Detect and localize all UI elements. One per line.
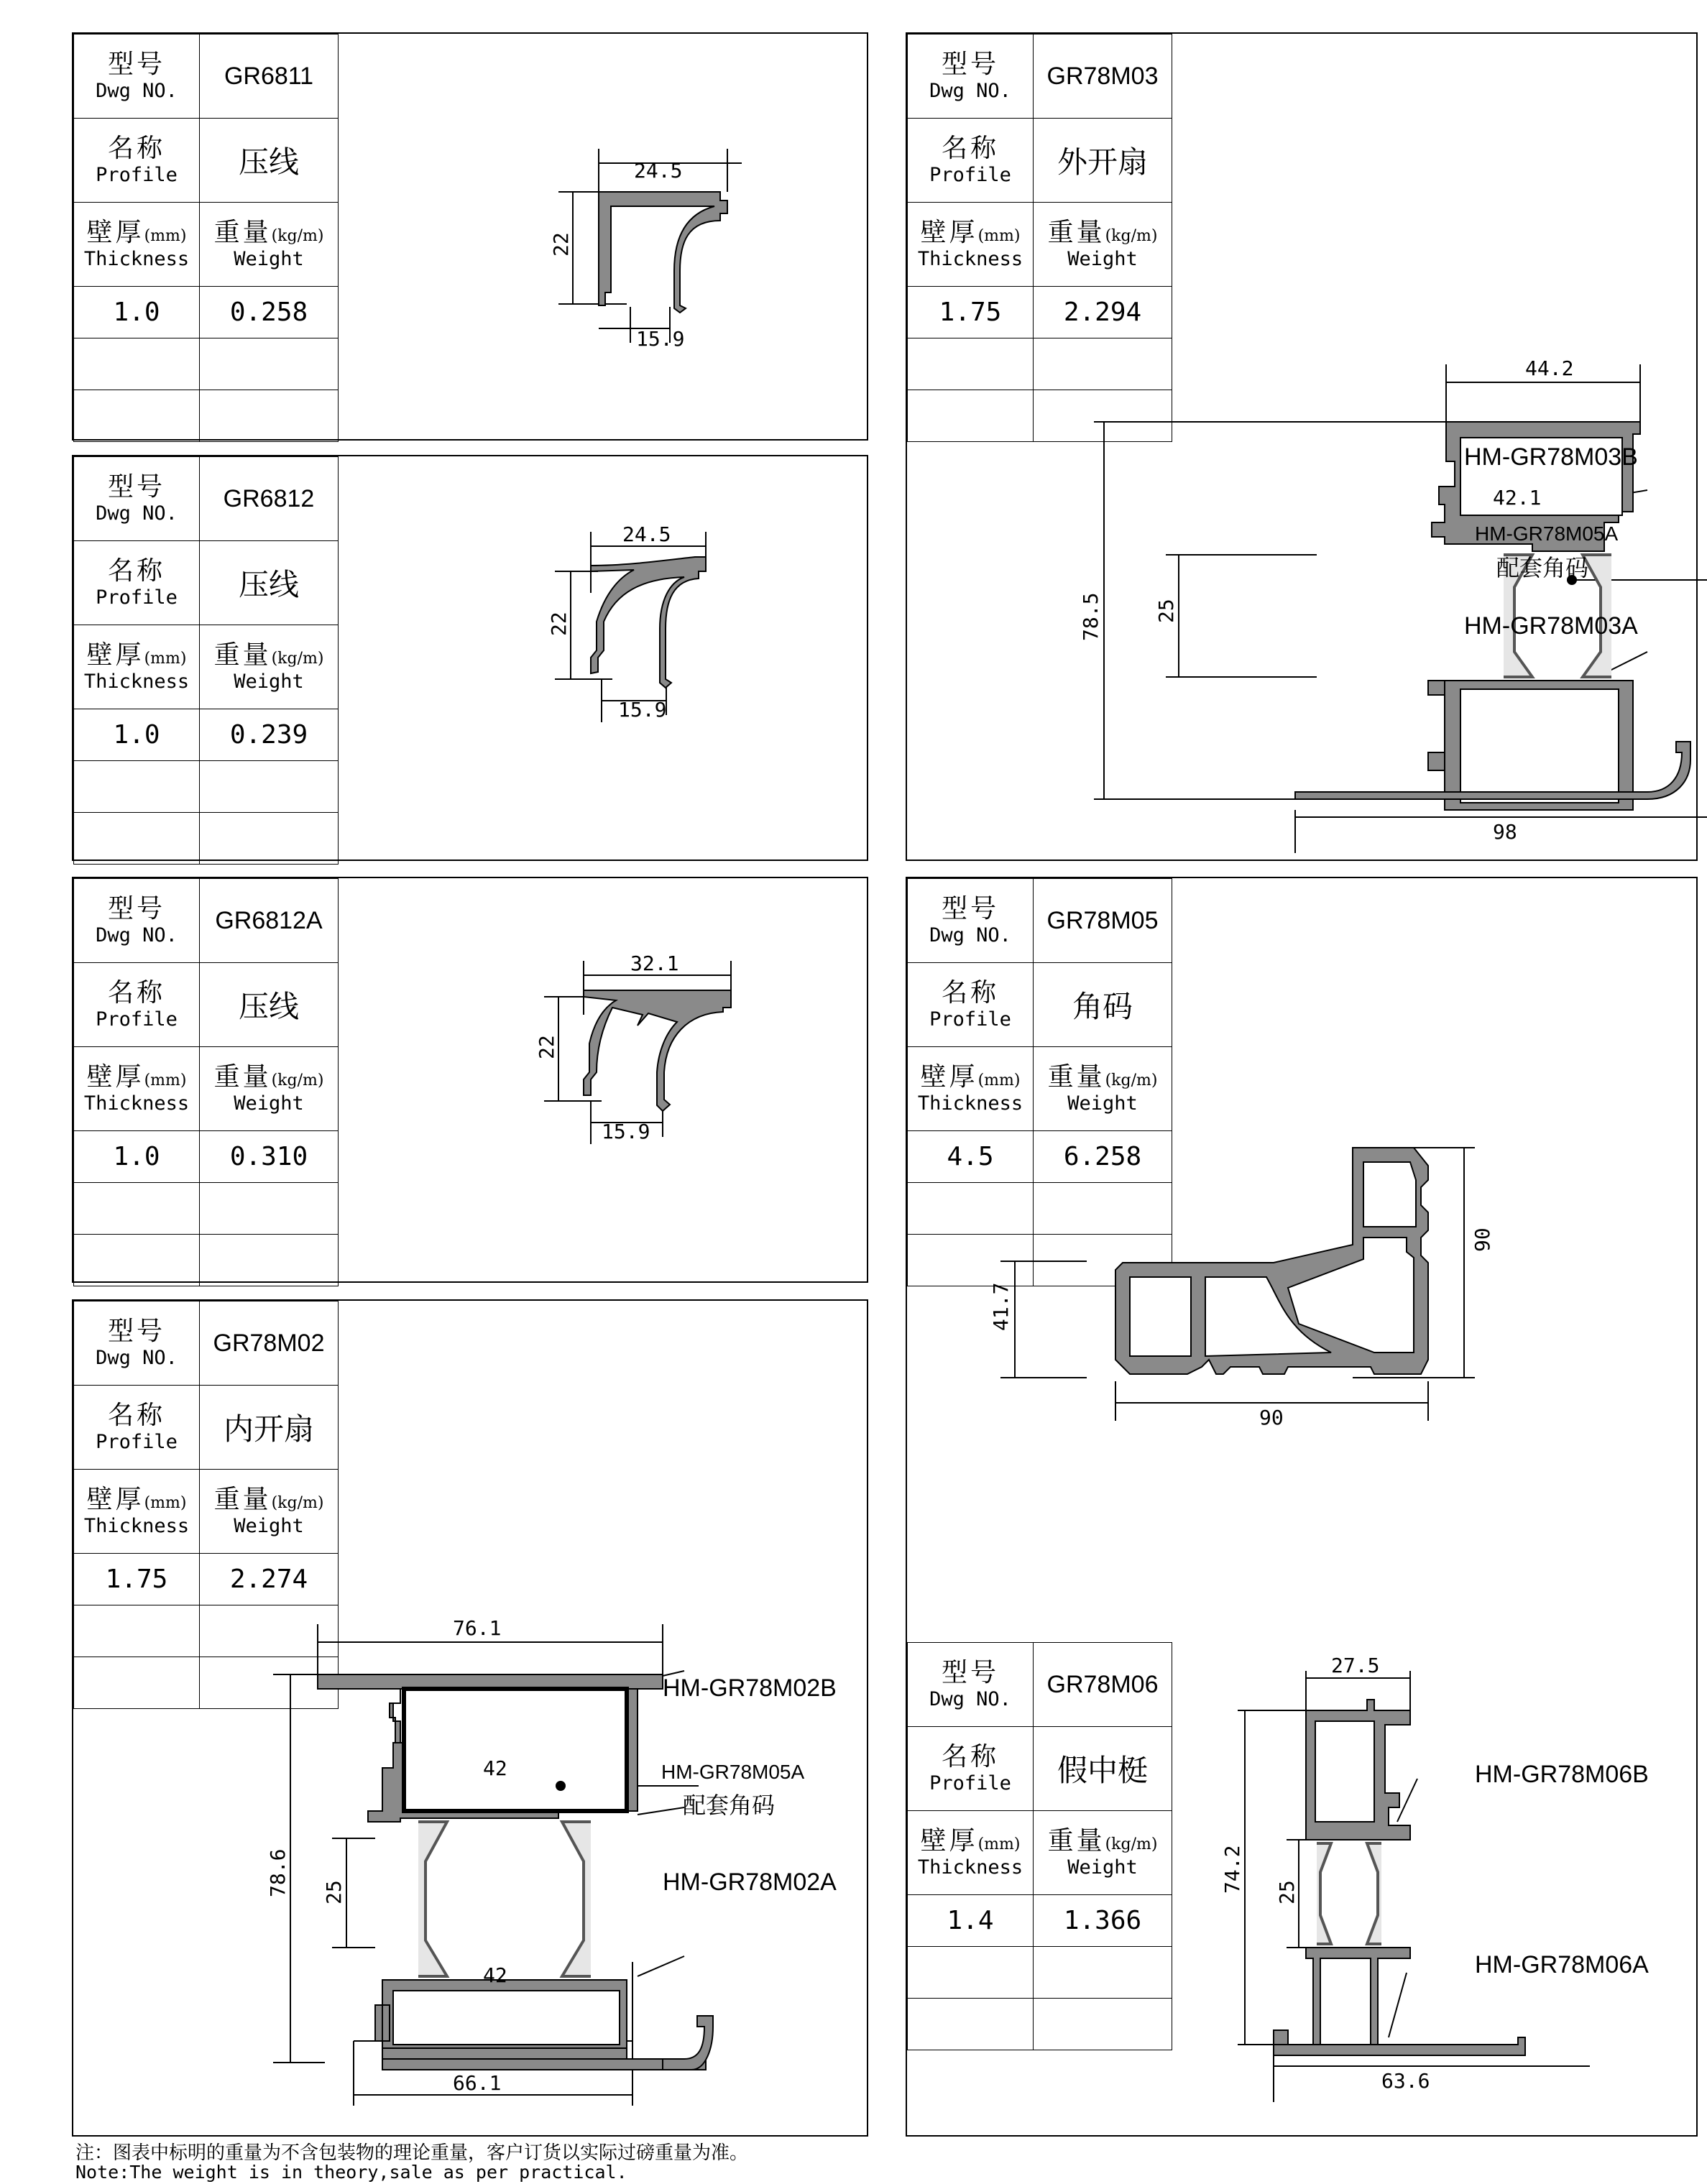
model-label-en: Dwg NO. (96, 1347, 178, 1369)
dwg-number: GR78M06 (1034, 1643, 1172, 1727)
thickness-label-cn: 壁厚 (920, 218, 978, 247)
weight-value: 0.239 (200, 709, 339, 761)
model-label-en: Dwg NO. (96, 924, 178, 946)
model-label-cn: 型号 (941, 50, 999, 79)
dwg-number: GR6812A (200, 879, 339, 963)
model-label-en: Dwg NO. (929, 924, 1011, 946)
profile-thermal-break (418, 1822, 591, 1976)
model-label-en: Dwg NO. (929, 80, 1011, 102)
weight-label-en: Weight (1067, 1856, 1138, 1879)
weight-unit: (kg/m) (1105, 1072, 1158, 1089)
dim-height: 22 (547, 612, 571, 636)
profile-drawing-gr78m05 (989, 1137, 1604, 1568)
model-label-cell (74, 1301, 200, 1386)
model-label-cell (74, 457, 200, 541)
model-label-cell (74, 34, 200, 119)
corner-block-cell (1130, 1277, 1191, 1356)
profile-label-cell (908, 119, 1034, 203)
panel-gr6812 (72, 455, 868, 861)
dim-width: 24.5 (622, 522, 671, 546)
thickness-value: 1.75 (908, 287, 1034, 338)
panel-gr78m02 (72, 1299, 868, 2137)
spec-table (73, 34, 339, 442)
weight-label-en: Weight (1067, 1092, 1138, 1115)
empty-cell (74, 813, 200, 865)
dim-bottom: 66.1 (453, 2071, 502, 2095)
dim-width: 24.5 (634, 159, 683, 183)
model-label-cn: 型号 (107, 1317, 165, 1346)
empty-cell (200, 1235, 339, 1286)
thickness-value: 1.75 (74, 1554, 200, 1605)
weight-label-en: Weight (1067, 248, 1138, 270)
model-label-en: Dwg NO. (929, 1688, 1011, 1710)
thickness-label-en: Thickness (83, 1092, 190, 1115)
profile-label-en: Profile (96, 164, 178, 186)
thickness-label-cell (908, 1811, 1034, 1895)
thickness-unit: (mm) (144, 227, 187, 245)
profile-label-en: Profile (929, 164, 1011, 186)
panel-gr78m03 (906, 32, 1698, 861)
profile-label-cn: 名称 (107, 978, 165, 1008)
weight-label-en: Weight (234, 1092, 304, 1115)
thickness-label-cn: 壁厚 (920, 1062, 978, 1092)
spec-table (73, 878, 339, 1286)
profile-bottom-inner (1460, 689, 1619, 803)
profile-label-cn: 名称 (941, 134, 999, 163)
profile-drawing-gr6811 (505, 120, 735, 364)
profile-label-cn: 名称 (941, 1742, 999, 1771)
profile-label-en: Profile (929, 1772, 1011, 1794)
thickness-value: 1.0 (74, 709, 200, 761)
thickness-label-cn: 壁厚 (920, 1826, 978, 1856)
model-label-en: Dwg NO. (96, 502, 178, 525)
empty-cell (74, 1605, 200, 1657)
model-label-cell (908, 1643, 1034, 1727)
dim-bottom: 15.9 (602, 1120, 650, 1143)
dim-width: 32.1 (630, 952, 679, 975)
model-label-cn: 型号 (941, 894, 999, 923)
callout-bottom: HM-GR78M06A (1475, 1951, 1649, 1978)
weight-value: 1.366 (1034, 1895, 1172, 1947)
empty-cell (74, 1657, 200, 1709)
thickness-label-en: Thickness (83, 671, 190, 693)
note-cn: 注：图表中标明的重量为不含包装物的理论重量，客户订货以实际过磅重量为准。 (75, 2142, 749, 2164)
thickness-unit: (mm) (144, 650, 187, 668)
callout-top: HM-GR78M02B (663, 1674, 837, 1702)
profile-drawing-gr6812 (490, 485, 735, 729)
dwg-number: GR6811 (200, 34, 339, 119)
thickness-label-cn: 壁厚 (86, 1062, 144, 1092)
thickness-label-cn: 壁厚 (86, 218, 144, 247)
spec-table (907, 1642, 1172, 2050)
profile-drawing-gr78m06 (1220, 1654, 1547, 2131)
profile-label-cell (74, 1386, 200, 1470)
dwg-number: GR78M05 (1034, 879, 1172, 963)
thickness-value: 1.4 (908, 1895, 1034, 1947)
weight-value: 2.274 (200, 1554, 339, 1605)
weight-label-cn: 重量 (1047, 1826, 1105, 1856)
weight-label-cn: 重量 (213, 1062, 272, 1092)
empty-cell (1034, 1999, 1172, 2050)
model-label-cn: 型号 (107, 894, 165, 923)
dim-gap: 25 (1275, 1880, 1299, 1904)
profile-name: 压线 (200, 963, 339, 1047)
weight-unit: (kg/m) (271, 1494, 324, 1512)
dim-top: 44.2 (1525, 356, 1574, 380)
model-label-cell (908, 879, 1034, 963)
dim-height: 78.6 (266, 1848, 290, 1897)
profile-name: 压线 (200, 541, 339, 625)
thickness-label-en: Thickness (83, 248, 190, 270)
profile-label-cn: 名称 (107, 1401, 165, 1430)
empty-cell (200, 761, 339, 813)
callout-corner: HM-GR78M05A (661, 1761, 805, 1783)
weight-label-cn: 重量 (213, 640, 272, 670)
dim-width: 90 (1259, 1406, 1284, 1429)
empty-cell (908, 390, 1034, 442)
thickness-value: 4.5 (908, 1131, 1034, 1183)
thickness-value: 1.0 (74, 1131, 200, 1183)
weight-unit: (kg/m) (1105, 227, 1158, 245)
profile-name: 内开扇 (200, 1386, 339, 1470)
dim-inner: 42.1 (1493, 486, 1542, 510)
weight-label-en: Weight (234, 248, 304, 270)
corner-marker (556, 1781, 566, 1791)
weight-label-cn: 重量 (213, 218, 272, 247)
profile-top-box (404, 1689, 627, 1811)
dim-gap: 25 (322, 1880, 346, 1904)
profile-label-cn: 名称 (107, 556, 165, 586)
dwg-number: GR78M02 (200, 1301, 339, 1386)
profile-label-en: Profile (96, 586, 178, 609)
model-label-en: Dwg NO. (96, 80, 178, 102)
profile-shape (599, 192, 727, 313)
empty-cell (200, 338, 339, 390)
dim-top: 27.5 (1331, 1654, 1380, 1677)
callout-top: HM-GR78M06B (1475, 1761, 1649, 1788)
profile-shape (591, 557, 706, 688)
thickness-unit: (mm) (977, 1072, 1021, 1089)
profile-thermal-break (1317, 1843, 1381, 1944)
profile-name: 外开扇 (1034, 119, 1172, 203)
thickness-unit: (mm) (977, 227, 1021, 245)
weight-label-cn: 重量 (1047, 218, 1105, 247)
empty-cell (74, 761, 200, 813)
dim-inner-top: 42 (483, 1756, 507, 1780)
dim-inner-bottom: 42 (483, 1963, 507, 1987)
thickness-unit: (mm) (977, 1835, 1021, 1853)
callout-bottom: HM-GR78M02A (663, 1869, 837, 1896)
profile-top-inner (1315, 1721, 1374, 1822)
weight-label-cell (1034, 203, 1172, 287)
dim-height: 74.2 (1220, 1845, 1244, 1894)
weight-label-cell (200, 203, 339, 287)
callout-corner: HM-GR78M05A (1475, 522, 1619, 545)
weight-value: 0.310 (200, 1131, 339, 1183)
empty-cell (908, 1999, 1034, 2050)
empty-cell (200, 390, 339, 442)
profile-base (1274, 2030, 1525, 2055)
profile-name: 角码 (1034, 963, 1172, 1047)
profile-hook (663, 2016, 713, 2070)
thickness-label-cn: 壁厚 (86, 640, 144, 670)
weight-label-cn: 重量 (213, 1485, 272, 1514)
profile-label-en: Profile (96, 1431, 178, 1453)
dwg-number: GR6812 (200, 457, 339, 541)
thickness-value: 1.0 (74, 287, 200, 338)
weight-value: 6.258 (1034, 1131, 1172, 1183)
thickness-label-cell (74, 1470, 200, 1554)
corner-block-cell (1363, 1162, 1416, 1227)
panel-gr78m06 (906, 1642, 1698, 2137)
weight-unit: (kg/m) (1105, 1835, 1158, 1853)
weight-label-cell (200, 1047, 339, 1131)
thickness-label-cell (74, 203, 200, 287)
weight-label-cell (1034, 1811, 1172, 1895)
empty-cell (1034, 1947, 1172, 1999)
profile-label-en: Profile (929, 1008, 1011, 1031)
thickness-label-cell (908, 1047, 1034, 1131)
profile-label-cn: 名称 (941, 978, 999, 1008)
empty-cell (74, 338, 200, 390)
panel-gr6811 (72, 32, 868, 441)
dim-height: 90 (1471, 1227, 1494, 1252)
dim-bottom: 15.9 (618, 698, 667, 722)
model-label-cn: 型号 (941, 1658, 999, 1687)
callout-corner-cn: 配套角码 (1496, 554, 1589, 581)
profile-drawing-gr78m03 (1079, 350, 1690, 853)
weight-value: 0.258 (200, 287, 339, 338)
callout-top: HM-GR78M03B (1464, 443, 1638, 471)
dim-bottom: 63.6 (1381, 2069, 1430, 2093)
model-label-cell (74, 879, 200, 963)
dim-bottom: 15.9 (636, 327, 685, 351)
weight-unit: (kg/m) (271, 1072, 324, 1089)
thickness-unit: (mm) (144, 1494, 187, 1512)
thickness-unit: (mm) (144, 1072, 187, 1089)
empty-cell (200, 813, 339, 865)
empty-cell (74, 1235, 200, 1286)
empty-cell (908, 1947, 1034, 1999)
panel-gr6812a (72, 877, 868, 1283)
panel-gr78m05 (906, 877, 1698, 1678)
note-en: Note:The weight is in theory,sale as per practical. (75, 2162, 627, 2183)
profile-name: 假中梃 (1034, 1727, 1172, 1811)
profile-label-cell (908, 963, 1034, 1047)
dim-bottom: 98 (1493, 820, 1517, 844)
dim-gap: 25 (1154, 599, 1178, 623)
empty-cell (908, 338, 1034, 390)
dim-height: 78.5 (1079, 592, 1103, 641)
weight-value: 2.294 (1034, 287, 1172, 338)
thickness-label-cell (74, 625, 200, 709)
thickness-label-en: Thickness (917, 248, 1023, 270)
thickness-label-cell (908, 203, 1034, 287)
weight-label-en: Weight (234, 671, 304, 693)
profile-label-en: Profile (96, 1008, 178, 1031)
model-label-cn: 型号 (107, 472, 165, 502)
profile-label-cell (74, 963, 200, 1047)
weight-label-cell (200, 625, 339, 709)
profile-drawing-gr6812a (483, 907, 756, 1151)
weight-label-en: Weight (234, 1515, 304, 1537)
thickness-label-en: Thickness (917, 1092, 1023, 1115)
dim-height: 22 (549, 232, 573, 257)
profile-label-cell (74, 119, 200, 203)
dim-top: 76.1 (453, 1616, 502, 1640)
thickness-label-en: Thickness (917, 1856, 1023, 1879)
weight-label-cell (200, 1470, 339, 1554)
thickness-label-cell (74, 1047, 200, 1131)
model-label-cn: 型号 (107, 50, 165, 79)
model-label-cell (908, 34, 1034, 119)
profile-label-cell (74, 541, 200, 625)
dim-left: 41.7 (989, 1282, 1013, 1331)
profile-bottom-inner (393, 1991, 620, 2045)
empty-cell (74, 1183, 200, 1235)
callout-bottom: HM-GR78M03A (1464, 612, 1638, 640)
profile-name: 压线 (200, 119, 339, 203)
dwg-number: GR78M03 (1034, 34, 1172, 119)
profile-shape (584, 990, 731, 1111)
empty-cell (200, 1183, 339, 1235)
empty-cell (74, 390, 200, 442)
callout-corner-cn: 配套角码 (683, 1792, 776, 1819)
weight-unit: (kg/m) (271, 650, 324, 668)
dim-height: 22 (535, 1035, 558, 1059)
spec-table (73, 456, 339, 865)
weight-label-cell (1034, 1047, 1172, 1131)
profile-bottom-box (1306, 1948, 1410, 2045)
weight-unit: (kg/m) (271, 227, 324, 245)
thickness-label-cn: 壁厚 (86, 1485, 144, 1514)
profile-label-cn: 名称 (107, 134, 165, 163)
profile-label-cell (908, 1727, 1034, 1811)
weight-label-cn: 重量 (1047, 1062, 1105, 1092)
thickness-label-en: Thickness (83, 1515, 190, 1537)
